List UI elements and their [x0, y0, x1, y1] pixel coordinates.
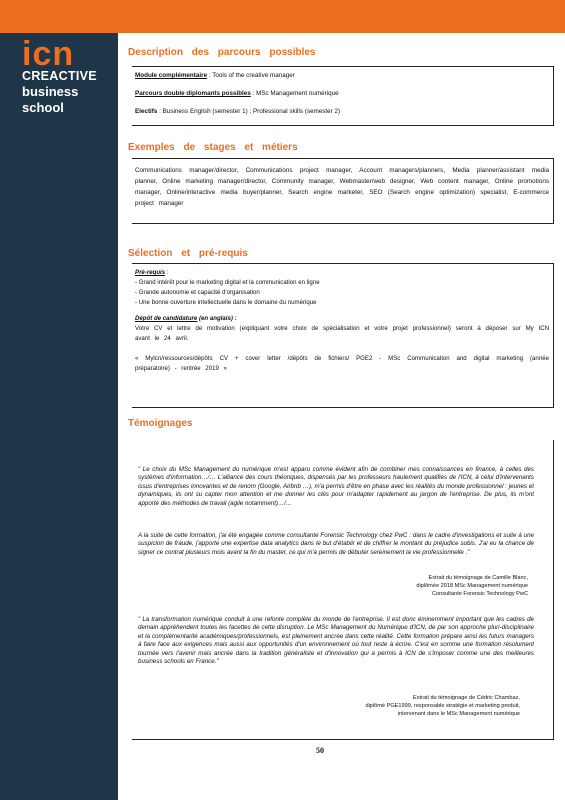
logo-school: school — [22, 100, 64, 115]
electifs-label: Electifs — [135, 108, 158, 115]
electifs-value: : Business English (semester 1) ; Professional skills (semester 2) — [159, 108, 341, 115]
testimonial-quote-2: " La transformation numérique conduit à une refonte complète du monde de l'entreprise. Il est donc éminemment important que les cadres de demain appréhendent toutes les facettes de cette disruption. Le MSc Management du Numérique d'ICN, de par son approche pluri-disciplinaire et la complémentarité académiques/professionnels, est pleinement ancrée dans cette réalité. Cette formation prépare ainsi les futurs managers à faire face aux exigences mais aussi aux opportunités d'un environnement où tout reste à écrire. C'est en somme une formation résolument tournée vers l'avenir mais ancrée dans la tradition généraliste et d'innovation qui a permis à ICN de s'imposer comme une des meilleures business schools en France." — [138, 616, 534, 666]
attribution-line: Extrait du témoignage de Camille Blanc, — [428, 575, 528, 581]
prereq-item: - Grand intérêt pour le marketing digital et la communication en ligne — [135, 279, 320, 286]
section-title-temoignages: Témoignages — [128, 418, 193, 429]
module-value: : Tools of the creative manager — [208, 72, 295, 79]
attribution-line: Consultante Forensic Technology PwC — [432, 591, 528, 597]
module-row — [135, 70, 553, 81]
testimonial-quote-1-continued: A la suite de cette formation, j'ai été engagée comme consultante Forensic Technology chez PwC : dans le cadre d'investigations et suite à une suspicion de fraude, j'apporte une expertise data analytics dans le but d'établir et de chiffrer le montant du préjudice subis. J'ai eu la chance de signer ce contrat plusieurs mois avant la fin du master, ce qui m'a permis de débuter sereinement la vie professionnelle ." — [138, 532, 534, 556]
attribution-line: diplômée 2018 MSc Management numérique — [416, 583, 528, 589]
testimonial-attribution-1 — [258, 574, 528, 598]
prereq-item: - Grande autonomie et capacité d'organisation — [135, 289, 260, 296]
selection-box — [132, 263, 554, 408]
logo-creactive: CREACTIVE — [22, 69, 97, 83]
exemples-box — [132, 158, 554, 224]
testimonial-attribution-2 — [250, 694, 520, 718]
parcours-row — [135, 88, 553, 99]
depot-label: Dépôt de candidature — [135, 315, 198, 322]
page-number: 50 — [316, 746, 324, 755]
depot-suffix: (en anglais) : — [199, 315, 237, 322]
logo-business: business — [22, 84, 79, 99]
attribution-line: diplômé PGE1999, responsable stratégie et marketing produit, — [365, 703, 520, 709]
icn-logo — [22, 35, 112, 116]
section-title-exemples: Exemples de stages et métiers — [128, 142, 298, 153]
depot-text: Votre CV et lettre de motivation (expliquant votre choix de spécialisation et votre projet professionnel) seront à déposer sur My ICN avant le 24 avril. — [135, 325, 549, 342]
depot-path: « Mylcn/ressources/dépôts CV + cover letter /dépôts de fichiers/ PGE2 - MSc Communication and digital marketing (année préparatoire) - rentrée 2019 » — [135, 355, 549, 372]
testimonial-quote-1: " Le choix du MSc Management du numérique m'est apparu comme évident afin de combiner mes connaissances en finance, à celles des systèmes d'information…/… L'alliance des cours théoriques, dispensés par les professeurs hautement qualifiés de l'ICN, à celui d'intervenants issus d'entreprises innovantes et de renom (Google, Airbnb …), m'a permis d'être en phase avec les réalités du monde professionnel : jeunes et dynamiques, ils ont su capter mon attention et me donner les clés pour m'adapter rapidement au jargon de l'entreprise. De plus, ils m'ont apporté des méthodes de travail (agile notamment)…/… — [138, 466, 534, 507]
sidebar — [0, 33, 118, 800]
prereq-item: - Une bonne ouverture intellectuelle dans le domaine du numérique — [135, 299, 317, 306]
exemples-text: Communications manager/director, Communications project manager, Account managers/planners, Media planner/assistant media planner, Online marketing manager/director, Community manager, Webmaster/web designer, Web content manager, Online promotions manager, Online/interactive media buyer/planner, Search engine marketer, SEO (Search engine optimization) specialist, E-commerce project manager — [135, 167, 549, 207]
logo-icn-text: icn — [22, 35, 75, 73]
prereq-row: Pré-requis : — [135, 269, 169, 276]
description-box — [132, 66, 554, 126]
section-title-selection: Sélection et pré-requis — [128, 248, 248, 259]
parcours-value: : MSc Management numérique — [252, 90, 339, 97]
module-label: Module complémentaire — [135, 72, 208, 79]
depot-row — [135, 314, 549, 324]
attribution-line: Extrait du témoignage de Cédric Chambaz, — [413, 695, 520, 701]
section-title-description: Description des parcours possibles — [128, 47, 316, 58]
top-accent-bar — [0, 0, 565, 33]
attribution-line: intervenant dans le MSc Management numérique — [397, 711, 520, 717]
electifs-row — [135, 106, 553, 117]
parcours-label: Parcours double diplomants possibles — [135, 90, 251, 97]
prereq-label: Pré-requis — [135, 269, 166, 276]
